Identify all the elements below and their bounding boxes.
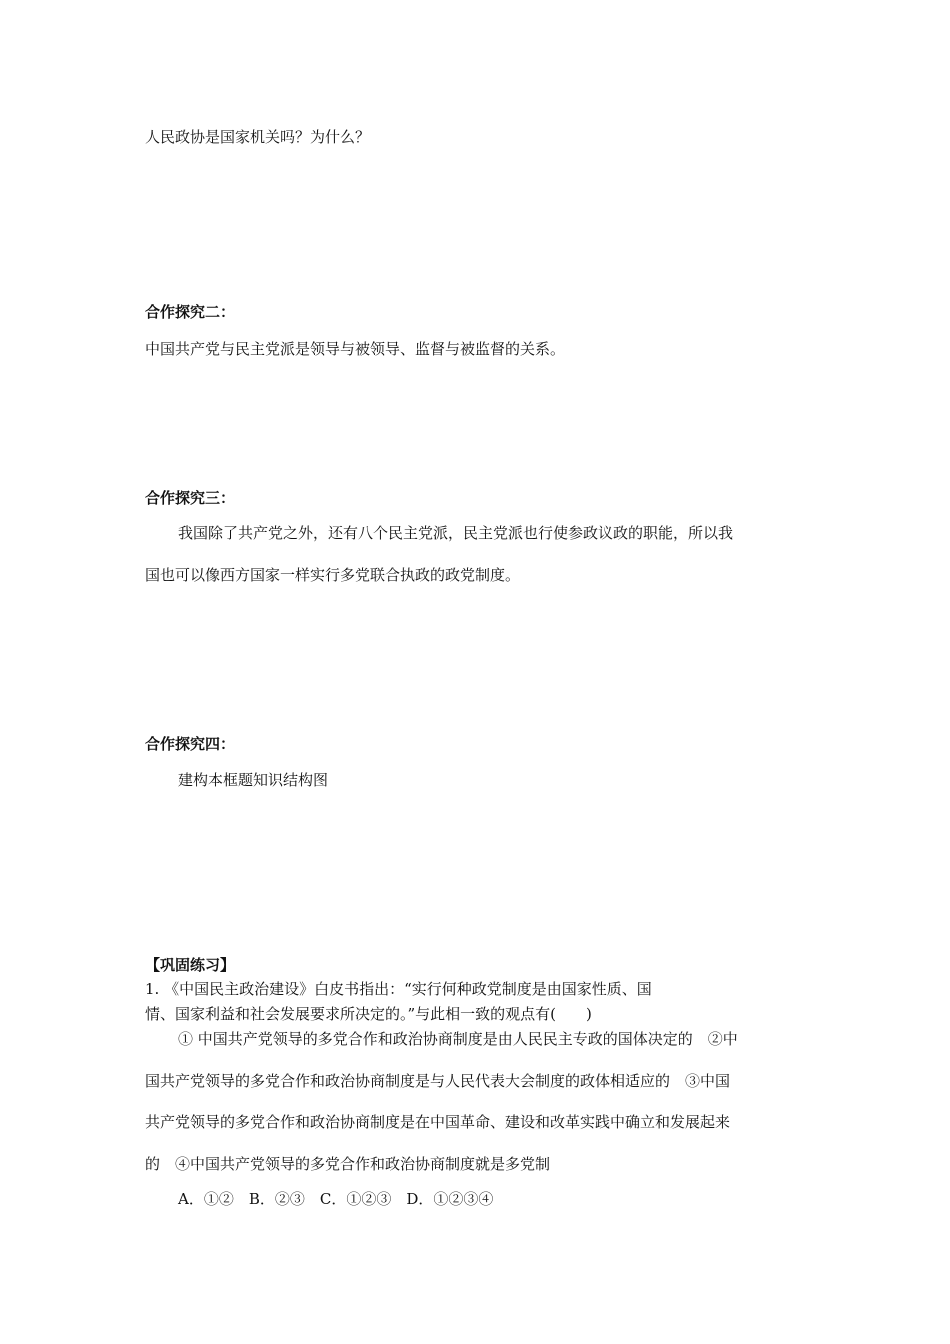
- q1-option-line-4: 的 ④中国共产党领导的多党合作和政治协商制度就是多党制: [145, 1155, 551, 1173]
- q1-choices: A．①② B．②③ C．①②③ D．①②③④: [178, 1190, 494, 1208]
- q1-option-line-3: 共产党领导的多党合作和政治协商制度是在中国革命、建设和改革实践中确立和发展起来: [145, 1113, 731, 1131]
- section2-title: 合作探究二：: [145, 303, 236, 321]
- section2-text: 中国共产党与民主党派是领导与被领导、监督与被监督的关系。: [145, 340, 566, 358]
- q1-option-line-1: ① 中国共产党领导的多党合作和政治协商制度是由人民民主专政的国体决定的 ②中: [178, 1030, 738, 1048]
- q1-option-line-2: 国共产党领导的多党合作和政治协商制度是与人民代表大会制度的政体相适应的 ③中国: [145, 1072, 731, 1090]
- section4-text: 建构本框题知识结构图: [178, 771, 329, 789]
- section3-line-1: 我国除了共产党之外，还有八个民主党派，民主党派也行使参政议政的职能，所以我: [178, 524, 734, 542]
- section3-title: 合作探究三：: [145, 489, 236, 507]
- practice-title: 【巩固练习】: [145, 956, 236, 974]
- section3-line-2: 国也可以像西方国家一样实行多党联合执政的政党制度。: [145, 566, 521, 584]
- q1-line-1: 1. 《中国民主政治建设》白皮书指出：“实行何种政党制度是由国家性质、国: [145, 980, 652, 998]
- q1-line-2: 情、国家利益和社会发展要求所决定的。”与此相一致的观点有( ): [145, 1005, 592, 1023]
- section4-title: 合作探究四：: [145, 735, 236, 753]
- question-zhengxie: 人民政协是国家机关吗？为什么？: [145, 128, 371, 146]
